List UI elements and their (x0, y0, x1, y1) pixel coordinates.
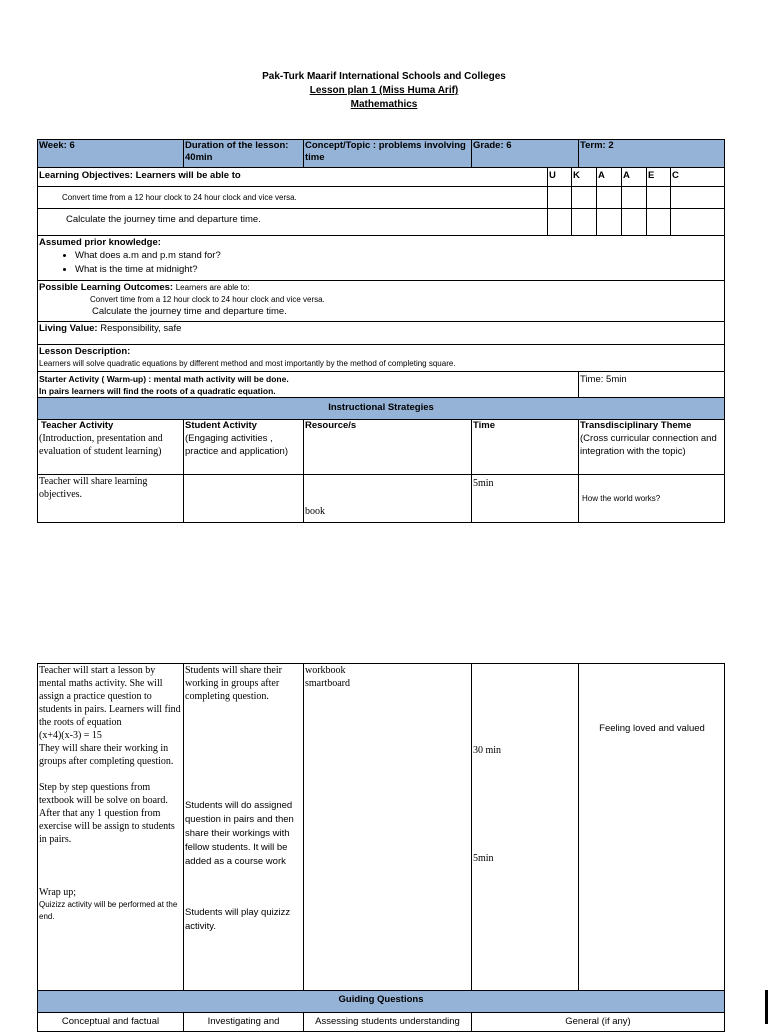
guiding-questions-title: Guiding Questions (37, 990, 725, 1013)
living-value-text: Responsibility, safe (100, 323, 182, 334)
row1-student (183, 474, 304, 523)
prior-knowledge-item: • What is the time at midnight? (75, 263, 723, 277)
starter-line-1: Starter Activity ( Warm-up) : mental math activity will be done. (39, 374, 289, 384)
row2-student-b: Students will do assigned question in pairs and then share their workings with fellow students. It will be added as a course work (185, 800, 294, 867)
row2-teacher-a: Teacher will start a lesson by mental maths activity. She will assign a practice question to students in pairs. Learners will find the roots of equation (39, 665, 181, 728)
objective-2-c (670, 208, 725, 236)
row2-time (471, 663, 579, 991)
resources-header (303, 419, 472, 475)
resources-title: Resource/s (305, 420, 357, 431)
teacher-activity-title: Teacher Activity (41, 420, 114, 431)
row2-teacher-c: Step by step questions from textbook will be solve on board. (39, 782, 168, 806)
ukaaec-col-5: E (646, 167, 671, 187)
row1-time: 5min (471, 474, 579, 523)
objectives-label: Learning Objectives: Learners will be able to (37, 167, 548, 187)
outcomes-label: Possible Learning Outcomes: (39, 282, 174, 293)
lesson-description-label: Lesson Description: (39, 346, 131, 357)
ukaaec-col-6: C (670, 167, 725, 187)
starter-time: Time: 5min (578, 371, 725, 398)
prior-knowledge-item: • What does a.m and p.m stand for? (75, 249, 723, 263)
ukaaec-col-3: A (596, 167, 622, 187)
row2-teacher-b: They will share their working in groups after completing question. (39, 743, 174, 767)
objective-2-e (646, 208, 671, 236)
objective-1-c (670, 186, 725, 209)
week-cell: Week: 6 (37, 139, 184, 168)
prior-knowledge-section (37, 235, 725, 281)
row2-teacher-d: After that any 1 question from exercise will be assign to students in pairs. (39, 808, 175, 845)
ukaaec-col-4: A (621, 167, 647, 187)
time-title: Time (473, 420, 496, 431)
objective-2-u (547, 208, 572, 236)
row2-student-a: Students will share their working in groups after completing question. (185, 665, 282, 702)
guiding-col-investigating: Investigating and (183, 1012, 304, 1032)
objective-2-a (596, 208, 622, 236)
student-activity-sub: (Engaging activities , practice and application) (185, 433, 288, 457)
duration-cell: Duration of the lesson: 40min (183, 139, 304, 168)
row1-teacher: Teacher will share learning objectives. (37, 474, 184, 523)
instructional-strategies-title: Instructional Strategies (37, 397, 725, 420)
prior-knowledge-list (39, 249, 723, 277)
school-name: Pak-Turk Maarif International Schools and Colleges (262, 71, 506, 82)
row2-teacher-f: Quizizz activity will be performed at the end. (39, 900, 178, 921)
lesson-description-section (37, 344, 725, 372)
row2-time-a: 30 min (473, 745, 502, 756)
row2-time-b: 5min (473, 853, 494, 864)
objective-2: Calculate the journey time and departure time. (37, 208, 548, 236)
ukaaec-col-1: U (547, 167, 572, 187)
student-activity-title: Student Activity (185, 420, 257, 431)
row2-teacher-eq: (x+4)(x-3) = 15 (39, 730, 102, 741)
objective-1-e (646, 186, 671, 209)
guiding-col-conceptual: Conceptual and factual (37, 1012, 184, 1032)
objective-1-a2 (621, 186, 647, 209)
theme-sub: (Cross curricular connection and integration with the topic) (580, 433, 717, 457)
objective-1-k (571, 186, 597, 209)
lesson-plan-title: Lesson plan 1 (Miss Huma Arif) (309, 85, 459, 96)
living-value-label: Living Value: (39, 323, 98, 334)
concept-cell: Concept/Topic : problems involving time (303, 139, 472, 168)
teacher-activity-sub: (Introduction, presentation and evaluation of student learning) (39, 433, 163, 457)
objective-2-a2 (621, 208, 647, 236)
objective-2-k (571, 208, 597, 236)
outcome-2: Calculate the journey time and departure time. (92, 306, 287, 317)
starter-activity (37, 371, 579, 398)
row1-theme: How the world works? (578, 474, 725, 523)
row2-teacher (37, 663, 184, 991)
theme-title: Transdisciplinary Theme (580, 420, 692, 431)
row2-resource-a: workbook (305, 665, 346, 676)
objective-1-u (547, 186, 572, 209)
teacher-activity-header (37, 419, 184, 475)
outcome-1: Convert time from a 12 hour clock to 24 hour clock and vice versa. (90, 295, 325, 304)
prior-knowledge-label: Assumed prior knowledge: (39, 237, 161, 248)
term-cell: Term: 2 (578, 139, 725, 168)
living-value-row (37, 321, 725, 345)
objective-1: Convert time from a 12 hour clock to 24 hour clock and vice versa. (37, 186, 548, 209)
guiding-col-assessing: Assessing students understanding (303, 1012, 472, 1032)
grade-cell: Grade: 6 (471, 139, 579, 168)
row2-theme-text: Feeling loved and valued (599, 723, 705, 734)
row2-resource (303, 663, 472, 991)
row2-theme (578, 663, 725, 991)
outcomes-section (37, 280, 725, 322)
outcomes-intro: Learners are able to: (175, 283, 250, 292)
lesson-description-text: Learners will solve quadratic equations by different method and most importantly by the method of completing square. (39, 359, 456, 368)
row2-teacher-e: Wrap up; (39, 887, 77, 898)
row2-resource-b: smartboard (305, 678, 350, 689)
time-header (471, 419, 579, 475)
row2-student (183, 663, 304, 991)
theme-header (578, 419, 725, 475)
subject-title: Mathemathics (350, 99, 418, 110)
guiding-col-general: General (if any) (471, 1012, 725, 1032)
student-activity-header (183, 419, 304, 475)
starter-line-2: In pairs learners will find the roots of a quadratic equation. (39, 386, 276, 396)
objective-1-a (596, 186, 622, 209)
row2-student-c: Students will play quizizz activity. (185, 907, 291, 932)
row1-resource: book (303, 474, 472, 523)
ukaaec-col-2: K (571, 167, 597, 187)
